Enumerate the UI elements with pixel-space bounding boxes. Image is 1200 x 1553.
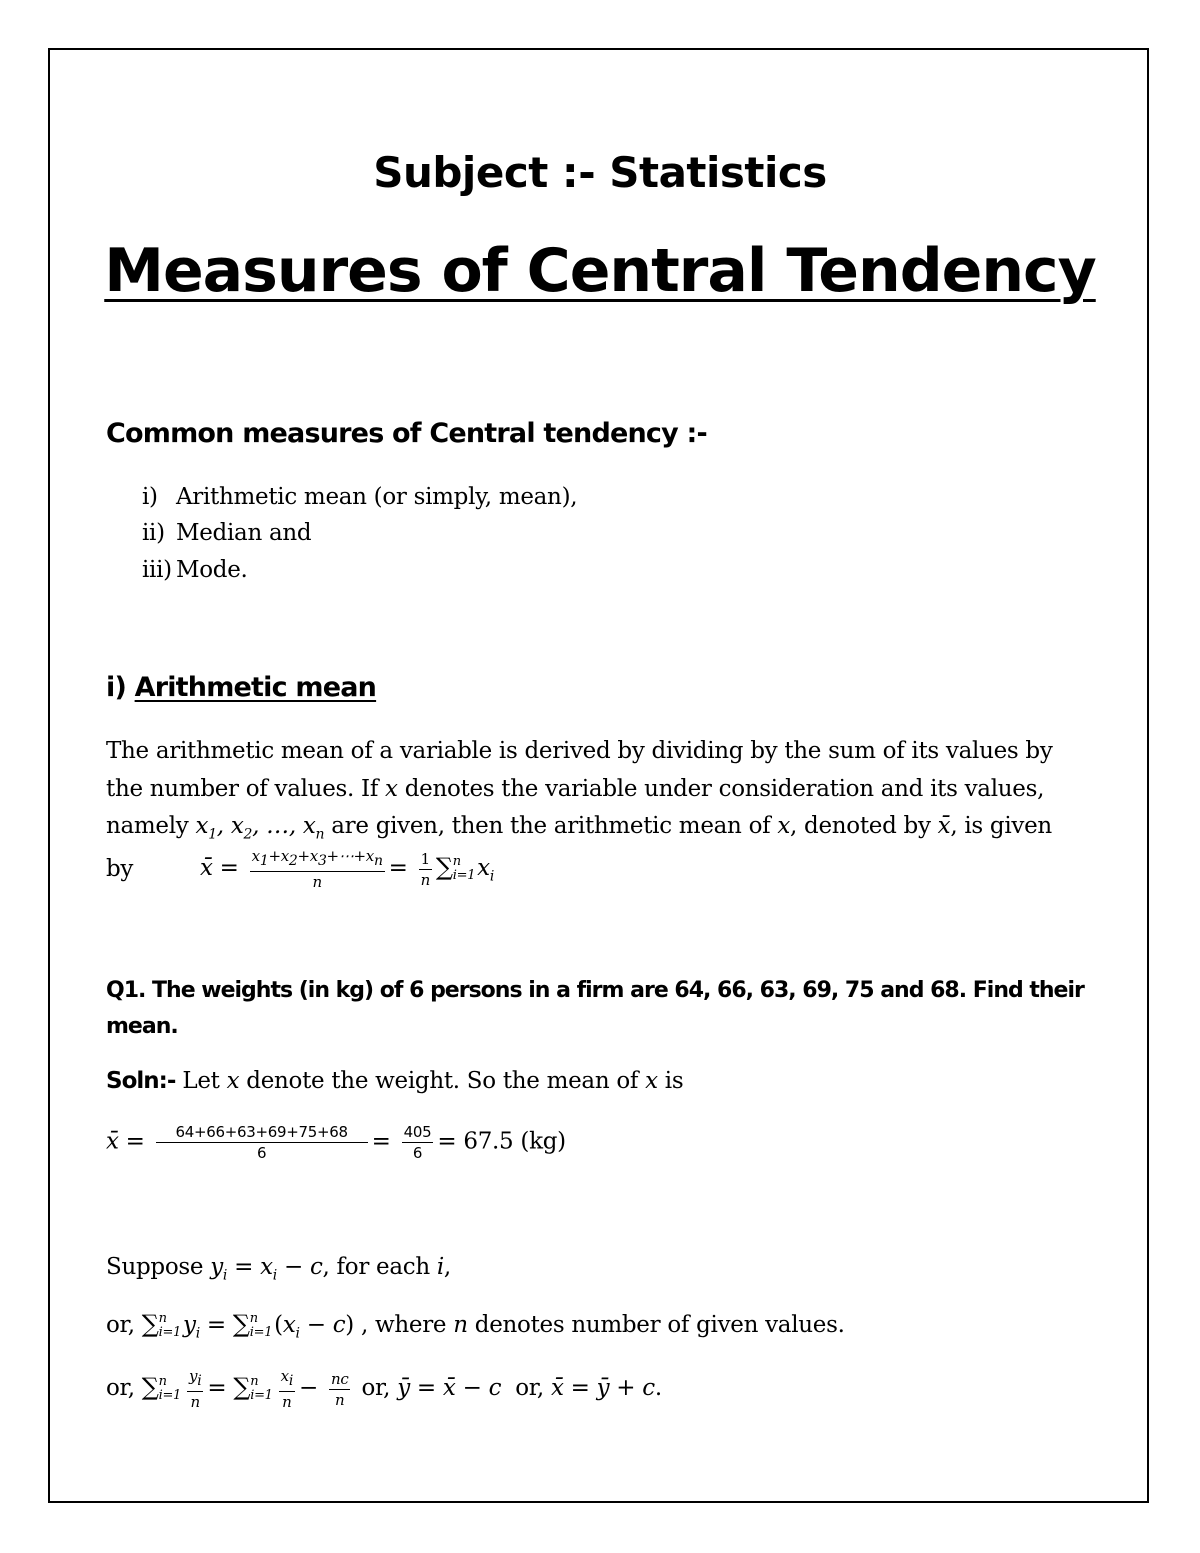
heading-number: i)	[106, 672, 135, 703]
common-measures-heading: Common measures of Central tendency :-	[106, 418, 707, 449]
soln-label: Soln:-	[106, 1068, 176, 1094]
question-line: Q1. The weights (in kg) of 6 persons in a firm are 64, 66, 63, 69, 75 and 68. Find their	[106, 978, 1084, 1003]
text-run: or,	[106, 1312, 142, 1338]
question-line: mean.	[106, 1014, 178, 1039]
list-number: ii)	[142, 520, 165, 546]
text-run: namely	[106, 813, 196, 839]
text-run: denote the weight. So the mean of	[239, 1068, 646, 1094]
text-run: , is given	[950, 813, 1052, 839]
list-item	[142, 520, 311, 546]
subject-heading: Subject :- Statistics	[373, 148, 827, 197]
formula-fraction: $\frac{64+66+63+69+75+68}{6}$	[156, 1122, 368, 1163]
formula-fraction: $\frac{405}{6}$	[403, 1123, 432, 1162]
mean-formula: x̄ = $\frac{x_1+x_2+x_3+\cdots+x_n}{n}$ = $\frac{1}{n}$ ∑ n i=1 $x_i$	[200, 847, 495, 891]
suppose-line: Suppose $y_i = x_i - c$, for each i,	[106, 1254, 451, 1284]
math-values: $x_1$, $x_2$, …, $x_n$	[195, 813, 325, 843]
heading-text: Arithmetic mean	[134, 672, 377, 703]
solution-formula: x̄ = $\frac{64+66+63+69+75+68}{6}$ = $\frac{405}{6}$ = 67.5 (kg)	[106, 1123, 566, 1162]
arithmetic-mean-heading	[106, 672, 376, 703]
paragraph-line	[106, 776, 1044, 802]
paragraph-line	[106, 813, 1052, 843]
text-run: or,	[515, 1375, 544, 1401]
math-x: x	[645, 1068, 658, 1094]
result-value: 67.5	[463, 1128, 514, 1155]
page-title: Measures of Central Tendency	[104, 236, 1096, 306]
formula-fraction: $\frac{x_1+x_2+x_3+\cdots+x_n}{n}$	[251, 847, 383, 891]
list-text: Median and	[176, 520, 312, 546]
by-label: by	[106, 856, 134, 882]
text-run: denotes number of given values.	[467, 1312, 845, 1338]
list-text: Mode.	[176, 557, 248, 583]
text-run: or,	[361, 1375, 391, 1401]
text-run: Let	[175, 1068, 227, 1094]
text-run: denotes the variable under consideration and its values,	[397, 776, 1045, 802]
list-number: i)	[142, 484, 158, 510]
text-run: Suppose	[106, 1254, 211, 1280]
math-x: x	[777, 813, 791, 839]
list-item	[142, 557, 248, 583]
text-run: is	[657, 1068, 684, 1094]
text-run: , for each	[322, 1254, 437, 1280]
derivation-line: or, ∑ n i=1 $y_i$ = ∑ n i=1 $(x_i - c)$ , where n denotes number of given values.	[106, 1310, 845, 1342]
math-x: x	[385, 776, 398, 802]
paragraph-line: The arithmetic mean of a variable is derived by dividing by the sum of its values by	[106, 738, 1053, 764]
formula-fraction: $\frac{1}{n}$	[420, 849, 430, 889]
text-run: the number of values. If	[106, 776, 386, 802]
text-run: , where	[360, 1312, 454, 1338]
list-item	[142, 484, 577, 510]
result-unit: (kg)	[520, 1128, 566, 1155]
text-run: are given, then the arithmetic mean of	[324, 813, 778, 839]
list-text: Arithmetic mean (or simply, mean),	[176, 484, 578, 510]
text-run: or,	[106, 1375, 142, 1401]
derivation-line: or, ∑ n i=1 $\frac{y_i}{n}$ = ∑ n i=1 $\frac{x_i}{n}$ − $\frac{nc}{n}$ or, ȳ = x̄ − c or, x̄ = ȳ + c.	[106, 1367, 662, 1411]
math-xbar: x̄	[937, 813, 951, 839]
list-number: iii)	[142, 557, 172, 583]
solution-line	[106, 1068, 683, 1094]
text-run: , denoted by	[790, 813, 938, 839]
math-x: x	[226, 1068, 240, 1094]
